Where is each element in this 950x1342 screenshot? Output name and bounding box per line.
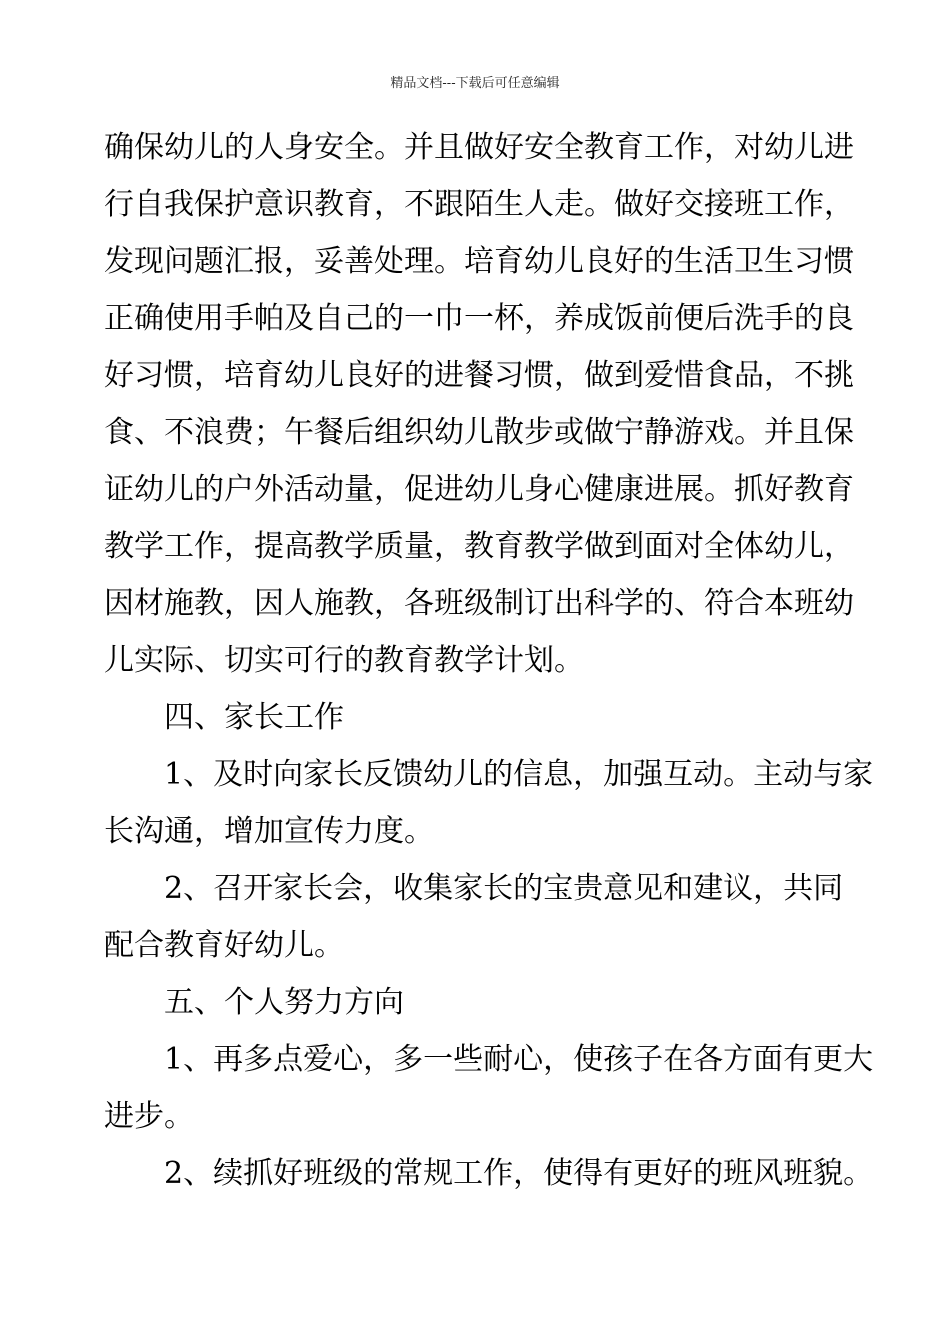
body-line: 进步。 [104, 1099, 194, 1134]
body-line: 1、再多点爱心，多一些耐心，使孩子在各方面有更大 [164, 1042, 874, 1077]
section-heading: 五、个人努力方向 [164, 985, 404, 1020]
document-body [104, 119, 874, 1202]
body-line: 儿实际、切实可行的教育教学计划。 [104, 643, 584, 678]
body-line: 因材施教，因人施教，各班级制订出科学的、符合本班幼 [104, 586, 854, 621]
section-heading: 四、家长工作 [164, 700, 344, 735]
page-header: 精品文档---下载后可任意编辑 [390, 76, 560, 91]
body-line: 2、召开家长会，收集家长的宝贵意见和建议，共同 [164, 871, 844, 906]
body-line: 确保幼儿的人身安全。并且做好安全教育工作，对幼儿进 [104, 130, 854, 165]
body-line: 证幼儿的户外活动量，促进幼儿身心健康进展。抓好教育 [104, 472, 854, 507]
body-line: 食、不浪费；午餐后组织幼儿散步或做宁静游戏。并且保 [104, 415, 854, 450]
body-line: 长沟通，增加宣传力度。 [104, 814, 434, 849]
body-line: 行自我保护意识教育，不跟陌生人走。做好交接班工作， [104, 187, 854, 222]
body-line: 配合教育好幼儿。 [104, 928, 344, 963]
body-line: 好习惯，培育幼儿良好的进餐习惯，做到爱惜食品，不挑 [104, 358, 854, 393]
body-line: 正确使用手帕及自己的一巾一杯，养成饭前便后洗手的良 [104, 301, 854, 336]
body-line: 教学工作，提高教学质量，教育教学做到面对全体幼儿， [104, 529, 854, 564]
body-line: 发现问题汇报，妥善处理。培育幼儿良好的生活卫生习惯 [104, 244, 854, 279]
body-line: 1、及时向家长反馈幼儿的信息，加强互动。主动与家 [164, 757, 874, 792]
body-line: 2、续抓好班级的常规工作，使得有更好的班风班貌。 [164, 1156, 874, 1191]
